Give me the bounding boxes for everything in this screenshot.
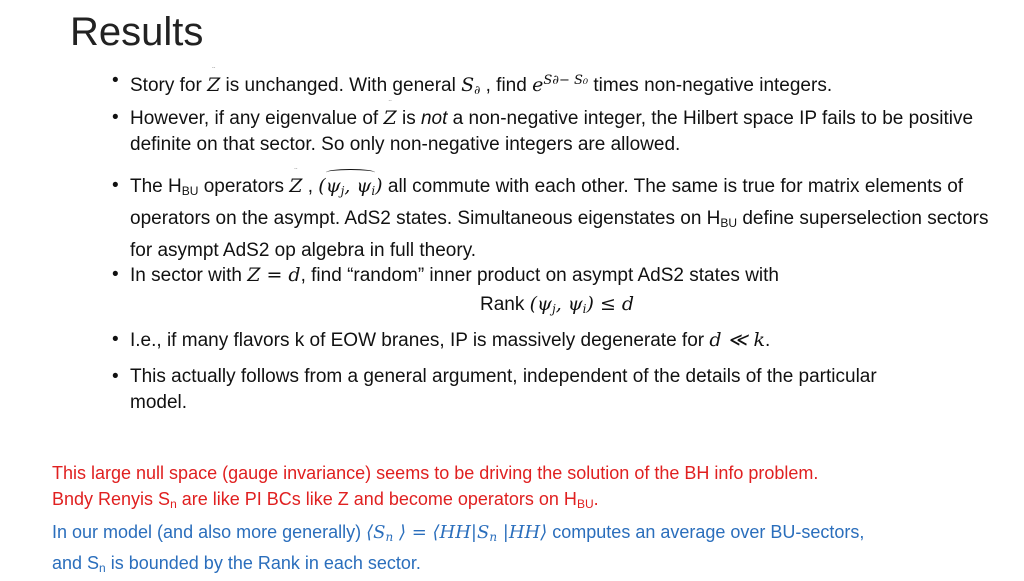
text: is bounded by the Rank in each sector. [105,553,421,573]
s-symbol: S [461,74,475,96]
text: is unchanged. With general [220,75,462,96]
text: . [593,489,599,509]
bullet-text [130,68,990,103]
bullet-dot: • [112,175,119,196]
math-equation: Z = d [247,264,301,286]
math-part: |HH⟩ [497,522,548,543]
bullet-text [130,105,990,158]
subscript: j [340,184,345,198]
subscript: j [551,302,556,316]
text: define superselection sectors for asympt AdS2 op algebra in full theory. [130,208,989,261]
text: is [396,108,421,129]
z-hat-symbol: Z [289,173,302,200]
math-part: ) [375,175,383,197]
math-part: ) [586,293,594,315]
psi-pair-symbol [318,173,382,205]
expectation-formula [366,522,547,543]
text: The H [130,176,182,197]
bullet-dot: • [112,264,119,285]
math-part: ⟩ = ⟨HH|S [393,522,490,543]
subscript: ∂ [474,83,481,97]
text: times non-negative integers. [588,75,833,96]
text: Rank [480,294,530,315]
bullet-text [130,262,990,322]
math-part: , ψ [344,175,372,197]
bullet-4 [112,262,990,322]
text: In our model (and also more generally) [52,522,367,542]
bullet-text [130,327,990,354]
bullet-2 [112,105,990,158]
bullet-dot: • [112,329,119,350]
text: I.e., if many flavors k of EOW branes, IP is massively degenerate for [130,330,710,351]
text: Bndy Renyis S [52,489,171,509]
e-symbol: e [532,74,544,96]
text: a non-negative integer, the Hilbert space IP fails to be positive definite on that sector. So only non-negative integers are allowed. [130,108,974,155]
emphasis: not [420,108,448,129]
math-part: ⟨S [366,522,386,543]
psi-pair-symbol [530,293,634,315]
math-part: ≤ d [593,293,635,315]
text: In sector with [130,265,248,286]
subscript: n [99,561,106,575]
text: , [302,176,319,197]
footer-line-2 [52,486,1012,517]
text: , find “random” inner product on asympt AdS2 states with [300,265,779,286]
footer-line-3 [52,519,1012,550]
text: . [765,330,771,351]
math-part: (ψ [318,175,341,197]
page-title: Results [70,10,204,54]
math-part: , ψ [555,293,583,315]
bullet-text: This actually follows from a general argument, independent of the details of the particular model. [130,366,877,413]
text: computes an average over BU-sectors, [547,522,865,542]
subscript: BU [720,216,738,230]
bullet-6 [112,364,910,416]
footer-line-1: This large null space (gauge invariance) seems to be driving the solution of the BH info problem. [52,463,819,483]
text: all commute with each other. The same is true for matrix elements of operators on the asympt. AdS2 states. Simultaneous eigenstates on H [130,176,964,229]
text: are like PI BCs like Z and become operators on H [176,489,577,509]
z-hat-symbol: Z [207,74,221,96]
text: and S [52,553,100,573]
math-inequality: d ≪ k [709,329,766,351]
rank-line [130,291,990,322]
subscript: BU [181,184,199,198]
subscript: i [582,302,587,316]
subscript: n [385,530,394,544]
z-hat-symbol: Z [383,107,397,129]
text: operators [198,176,290,197]
bullet-3 [112,173,990,264]
bullet-1 [112,68,990,103]
footer-line-4 [52,550,1012,581]
subscript: BU [576,497,594,511]
bullet-dot: • [112,70,119,91]
bullet-dot: • [112,366,119,387]
footer-notes [52,460,1012,581]
text: , find [480,75,533,96]
subscript: i [371,184,376,198]
text: However, if any eigenvalue of [130,108,384,129]
math-part: (ψ [529,293,552,315]
subscript: n [489,530,498,544]
bullet-5 [112,327,990,354]
subscript: n [170,497,177,511]
bullet-text [130,173,990,264]
text: Story for [130,75,208,96]
exponent: S∂− S₀ [543,73,589,88]
bullet-dot: • [112,107,119,128]
